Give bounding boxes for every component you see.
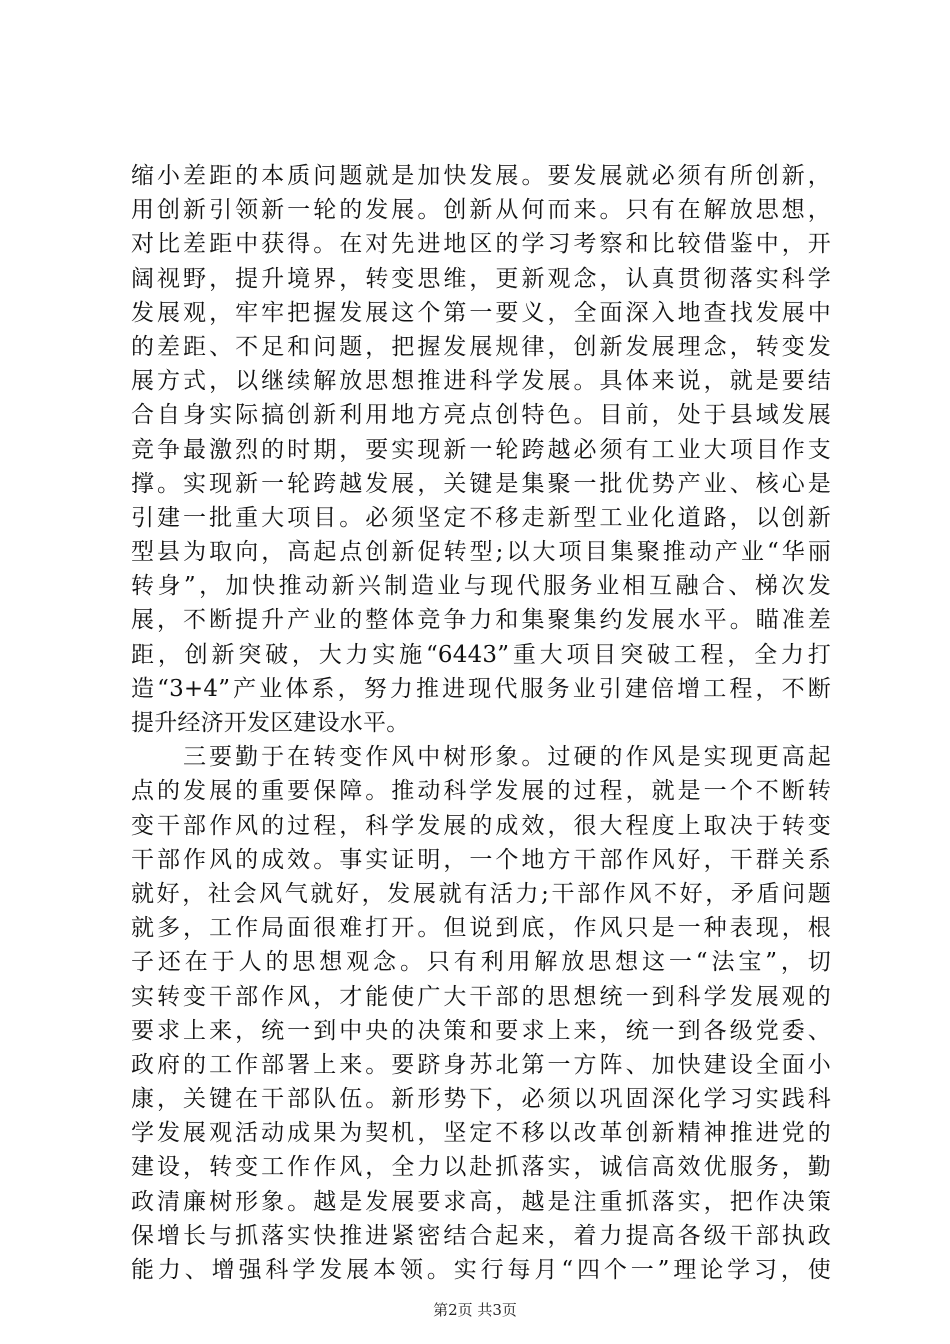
text-line-paragraph-start: 三要勤于在转变作风中树形象。过硬的作风是实现更高起 [183, 744, 831, 771]
text-line: 缩小差距的本质问题就是加快发展。要发展就必须有所创新， [131, 163, 831, 189]
text-line: 康，关键在干部队伍。新形势下，必须以巩固深化学习实践科 [131, 1086, 831, 1113]
text-line: 子还在于人的思想观念。只有利用解放思想这一“法宝”，切 [131, 949, 831, 976]
text-line: 型县为取向，高起点创新促转型;以大项目集聚推动产业“华丽 [131, 539, 831, 566]
text-line: 要求上来，统一到中央的决策和要求上来，统一到各级党委、 [131, 1017, 831, 1044]
text-line: 能力、增强科学发展本领。实行每月“四个一”理论学习，使 [131, 1257, 831, 1283]
text-line: 造“3+4”产业体系，努力推进现代服务业引建倍增工程，不断 [131, 675, 831, 702]
text-line: 距，创新突破，大力实施“6443”重大项目突破工程，全力打 [131, 641, 831, 668]
text-line: 干部作风的成效。事实证明，一个地方干部作风好，干群关系 [131, 846, 831, 873]
text-line: 变干部作风的过程，科学发展的成效，很大程度上取决于转变 [131, 812, 831, 839]
text-line: 实转变干部作风，才能使广大干部的思想统一到科学发展观的 [131, 983, 831, 1010]
page-number-footer: 第2页 共3页 [433, 1301, 517, 1319]
text-line: 就多，工作局面很难打开。但说到底，作风只是一种表现，根 [131, 915, 831, 942]
text-line: 就好，社会风气就好，发展就有活力;干部作风不好，矛盾问题 [131, 880, 831, 907]
text-line: 阔视野，提升境界，转变思维，更新观念，认真贯彻落实科学 [131, 265, 831, 292]
text-line: 保增长与抓落实快推进紧密结合起来，着力提高各级干部执政 [131, 1222, 831, 1249]
text-line: 对比差距中获得。在对先进地区的学习考察和比较借鉴中，开 [131, 231, 831, 258]
text-line: 的差距、不足和问题，把握发展规律，创新发展理念，转变发 [131, 333, 831, 360]
text-line: 展，不断提升产业的整体竞争力和集聚集约发展水平。瞄准差 [131, 607, 831, 634]
text-line: 建设，转变工作作风，全力以赴抓落实，诚信高效优服务，勤 [131, 1154, 831, 1181]
text-line: 竞争最激烈的时期，要实现新一轮跨越必须有工业大项目作支 [131, 436, 831, 463]
text-line: 政府的工作部署上来。要跻身苏北第一方阵、加快建设全面小 [131, 1051, 831, 1078]
text-line: 用创新引领新一轮的发展。创新从何而来。只有在解放思想， [131, 197, 831, 224]
text-line: 引建一批重大项目。必须坚定不移走新型工业化道路，以创新 [131, 504, 831, 531]
text-line: 展方式，以继续解放思想推进科学发展。具体来说，就是要结 [131, 368, 831, 395]
text-line: 转身”，加快推动新兴制造业与现代服务业相互融合、梯次发 [131, 573, 831, 600]
text-line: 合自身实际搞创新利用地方亮点创特色。目前，处于县域发展 [131, 402, 831, 429]
body-text [131, 159, 831, 1287]
text-line: 发展观，牢牢把握发展这个第一要义，全面深入地查找发展中 [131, 299, 831, 326]
text-line: 点的发展的重要保障。推动科学发展的过程，就是一个不断转 [131, 778, 831, 805]
text-line: 政清廉树形象。越是发展要求高，越是注重抓落实，把作决策 [131, 1188, 831, 1215]
text-line: 撑。实现新一轮跨越发展，关键是集聚一批优势产业、核心是 [131, 470, 831, 497]
text-line-paragraph-end: 提升经济开发区建设水平。 [131, 710, 410, 736]
text-line: 学发展观活动成果为契机，坚定不移以改革创新精神推进党的 [131, 1120, 831, 1147]
